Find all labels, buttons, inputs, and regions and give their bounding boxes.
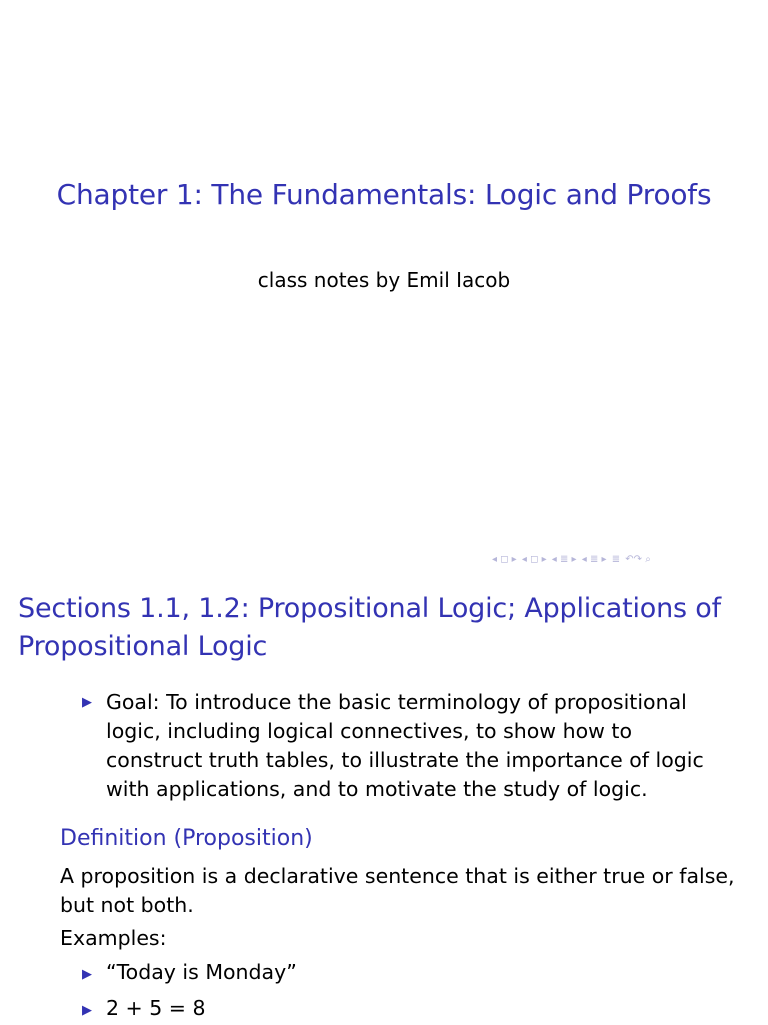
frame-title: Sections 1.1, 1.2: Propositional Logic; Applications of Propositional Logic	[18, 593, 721, 662]
nav-frame-icon[interactable]: ◂ ◻ ▸	[521, 554, 547, 565]
goal-text: Goal: To introduce the basic terminology of propositional logic, including logical connectives, to show how to construct truth tables, to illustrate the importance of logic with applications, and to motivate the study of logic.	[106, 690, 704, 801]
nav-appendix-icon[interactable]: ≣	[611, 554, 621, 565]
example-text: “Today is Monday”	[106, 960, 297, 984]
nav-search-icon[interactable]: ↶↷ ⌕	[625, 554, 651, 565]
examples-label: Examples:	[60, 926, 167, 950]
goal-bullet	[82, 688, 722, 804]
example-item	[82, 996, 206, 1025]
chapter-title: Chapter 1: The Fundamentals: Logic and Proofs	[56, 178, 712, 211]
definition-body: A proposition is a declarative sentence that is either true or false, but not both.	[60, 864, 735, 917]
nav-slide-icon[interactable]: ◂ ◻ ▸	[492, 554, 517, 565]
definition-title: Definition (Proposition)	[60, 826, 313, 851]
nav-subsection-icon[interactable]: ◂ ≣ ▸	[551, 554, 577, 565]
author-line: class notes by Emil Iacob	[257, 268, 511, 292]
bullet-triangle-icon: ▶	[82, 695, 92, 710]
example-item	[82, 960, 297, 989]
bullet-triangle-icon: ▶	[82, 967, 92, 982]
nav-section-icon[interactable]: ◂ ≣ ▸	[581, 554, 607, 565]
example-text: 2 + 5 = 8	[106, 996, 206, 1020]
bullet-triangle-icon: ▶	[82, 1003, 92, 1018]
beamer-navigation-bar	[492, 554, 764, 568]
